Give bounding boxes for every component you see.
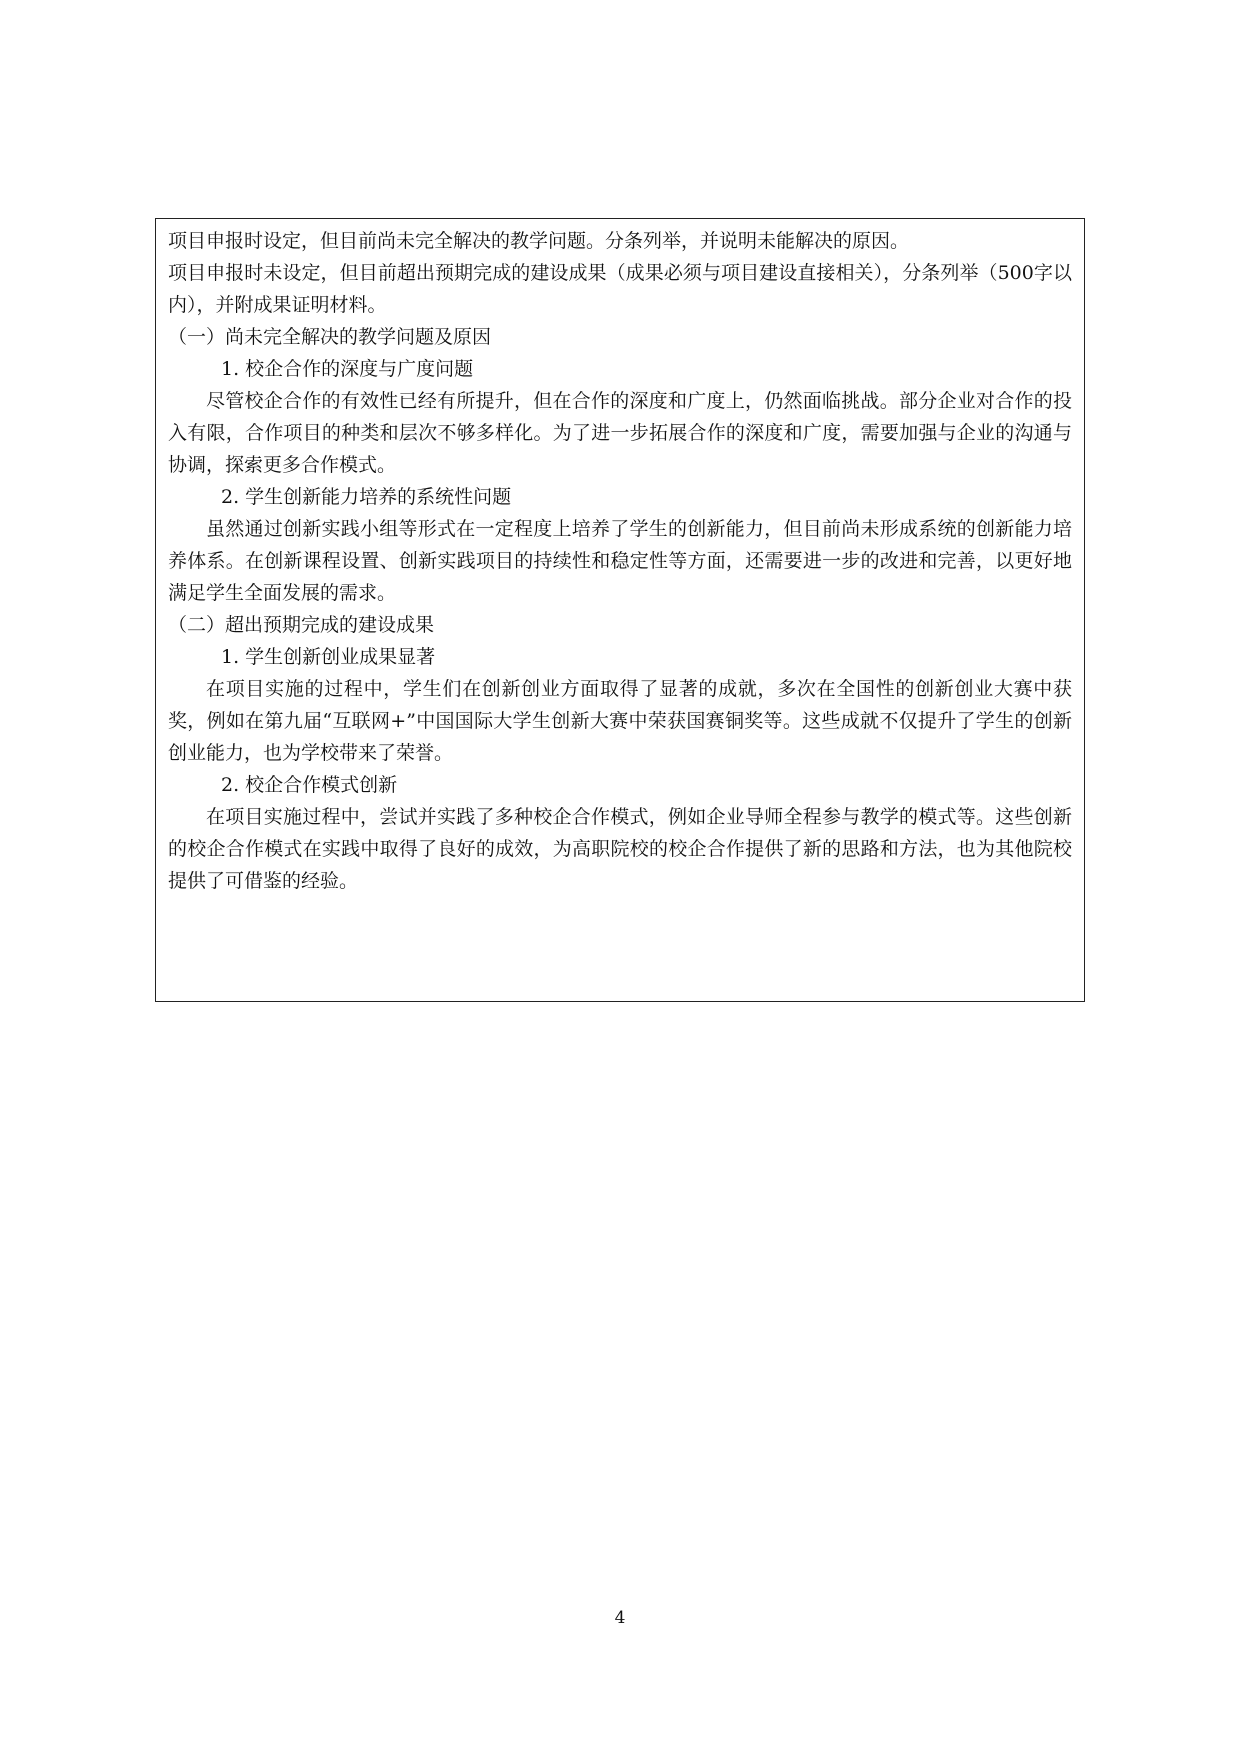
section-2-item-2-body: 在项目实施过程中，尝试并实践了多种校企合作模式，例如企业导师全程参与教学的模式等。这些创新的校企合作模式在实践中取得了良好的成效，为高职院校的校企合作提供了新的思路和方法，也为其他院校提供了可借鉴的经验。 (168, 806, 1072, 892)
prompt-line-1: 项目申报时设定，但目前尚未完全解决的教学问题。分条列举，并说明未能解决的原因。 (168, 230, 910, 252)
section-1-heading: （一）尚未完全解决的教学问题及原因 (168, 326, 492, 348)
section-1-item-1-title: 1. 校企合作的深度与广度问题 (221, 358, 474, 380)
section-2-item-1-body: 在项目实施的过程中，学生们在创新创业方面取得了显著的成就，多次在全国性的创新创业大赛中获奖，例如在第九届“互联网+”中国国际大学生创新大赛中荣获国赛铜奖等。这些成就不仅提升了学生的创新创业能力，也为学校带来了荣誉。 (168, 678, 1072, 764)
section-1-item-2-body: 虽然通过创新实践小组等形式在一定程度上培养了学生的创新能力，但目前尚未形成系统的创新能力培养体系。在创新课程设置、创新实践项目的持续性和稳定性等方面，还需要进一步的改进和完善，以更好地满足学生全面发展的需求。 (168, 518, 1072, 604)
section-1-item-2-title: 2. 学生创新能力培养的系统性问题 (221, 486, 512, 508)
section-2-item-1-title: 1. 学生创新创业成果显著 (221, 646, 436, 668)
section-2-item-2-title: 2. 校企合作模式创新 (221, 774, 398, 796)
prompt-line-2: 项目申报时未设定，但目前超出预期完成的建设成果（成果必须与项目建设直接相关），分条列举（500字以内），并附成果证明材料。 (168, 262, 1072, 316)
section-1-item-1-body: 尽管校企合作的有效性已经有所提升，但在合作的深度和广度上，仍然面临挑战。部分企业对合作的投入有限，合作项目的种类和层次不够多样化。为了进一步拓展合作的深度和广度，需要加强与企业的沟通与协调，探索更多合作模式。 (168, 390, 1072, 476)
content-table-cell (155, 218, 1085, 1002)
section-2-heading: （二）超出预期完成的建设成果 (168, 614, 435, 636)
page-number: 4 (614, 1608, 626, 1628)
